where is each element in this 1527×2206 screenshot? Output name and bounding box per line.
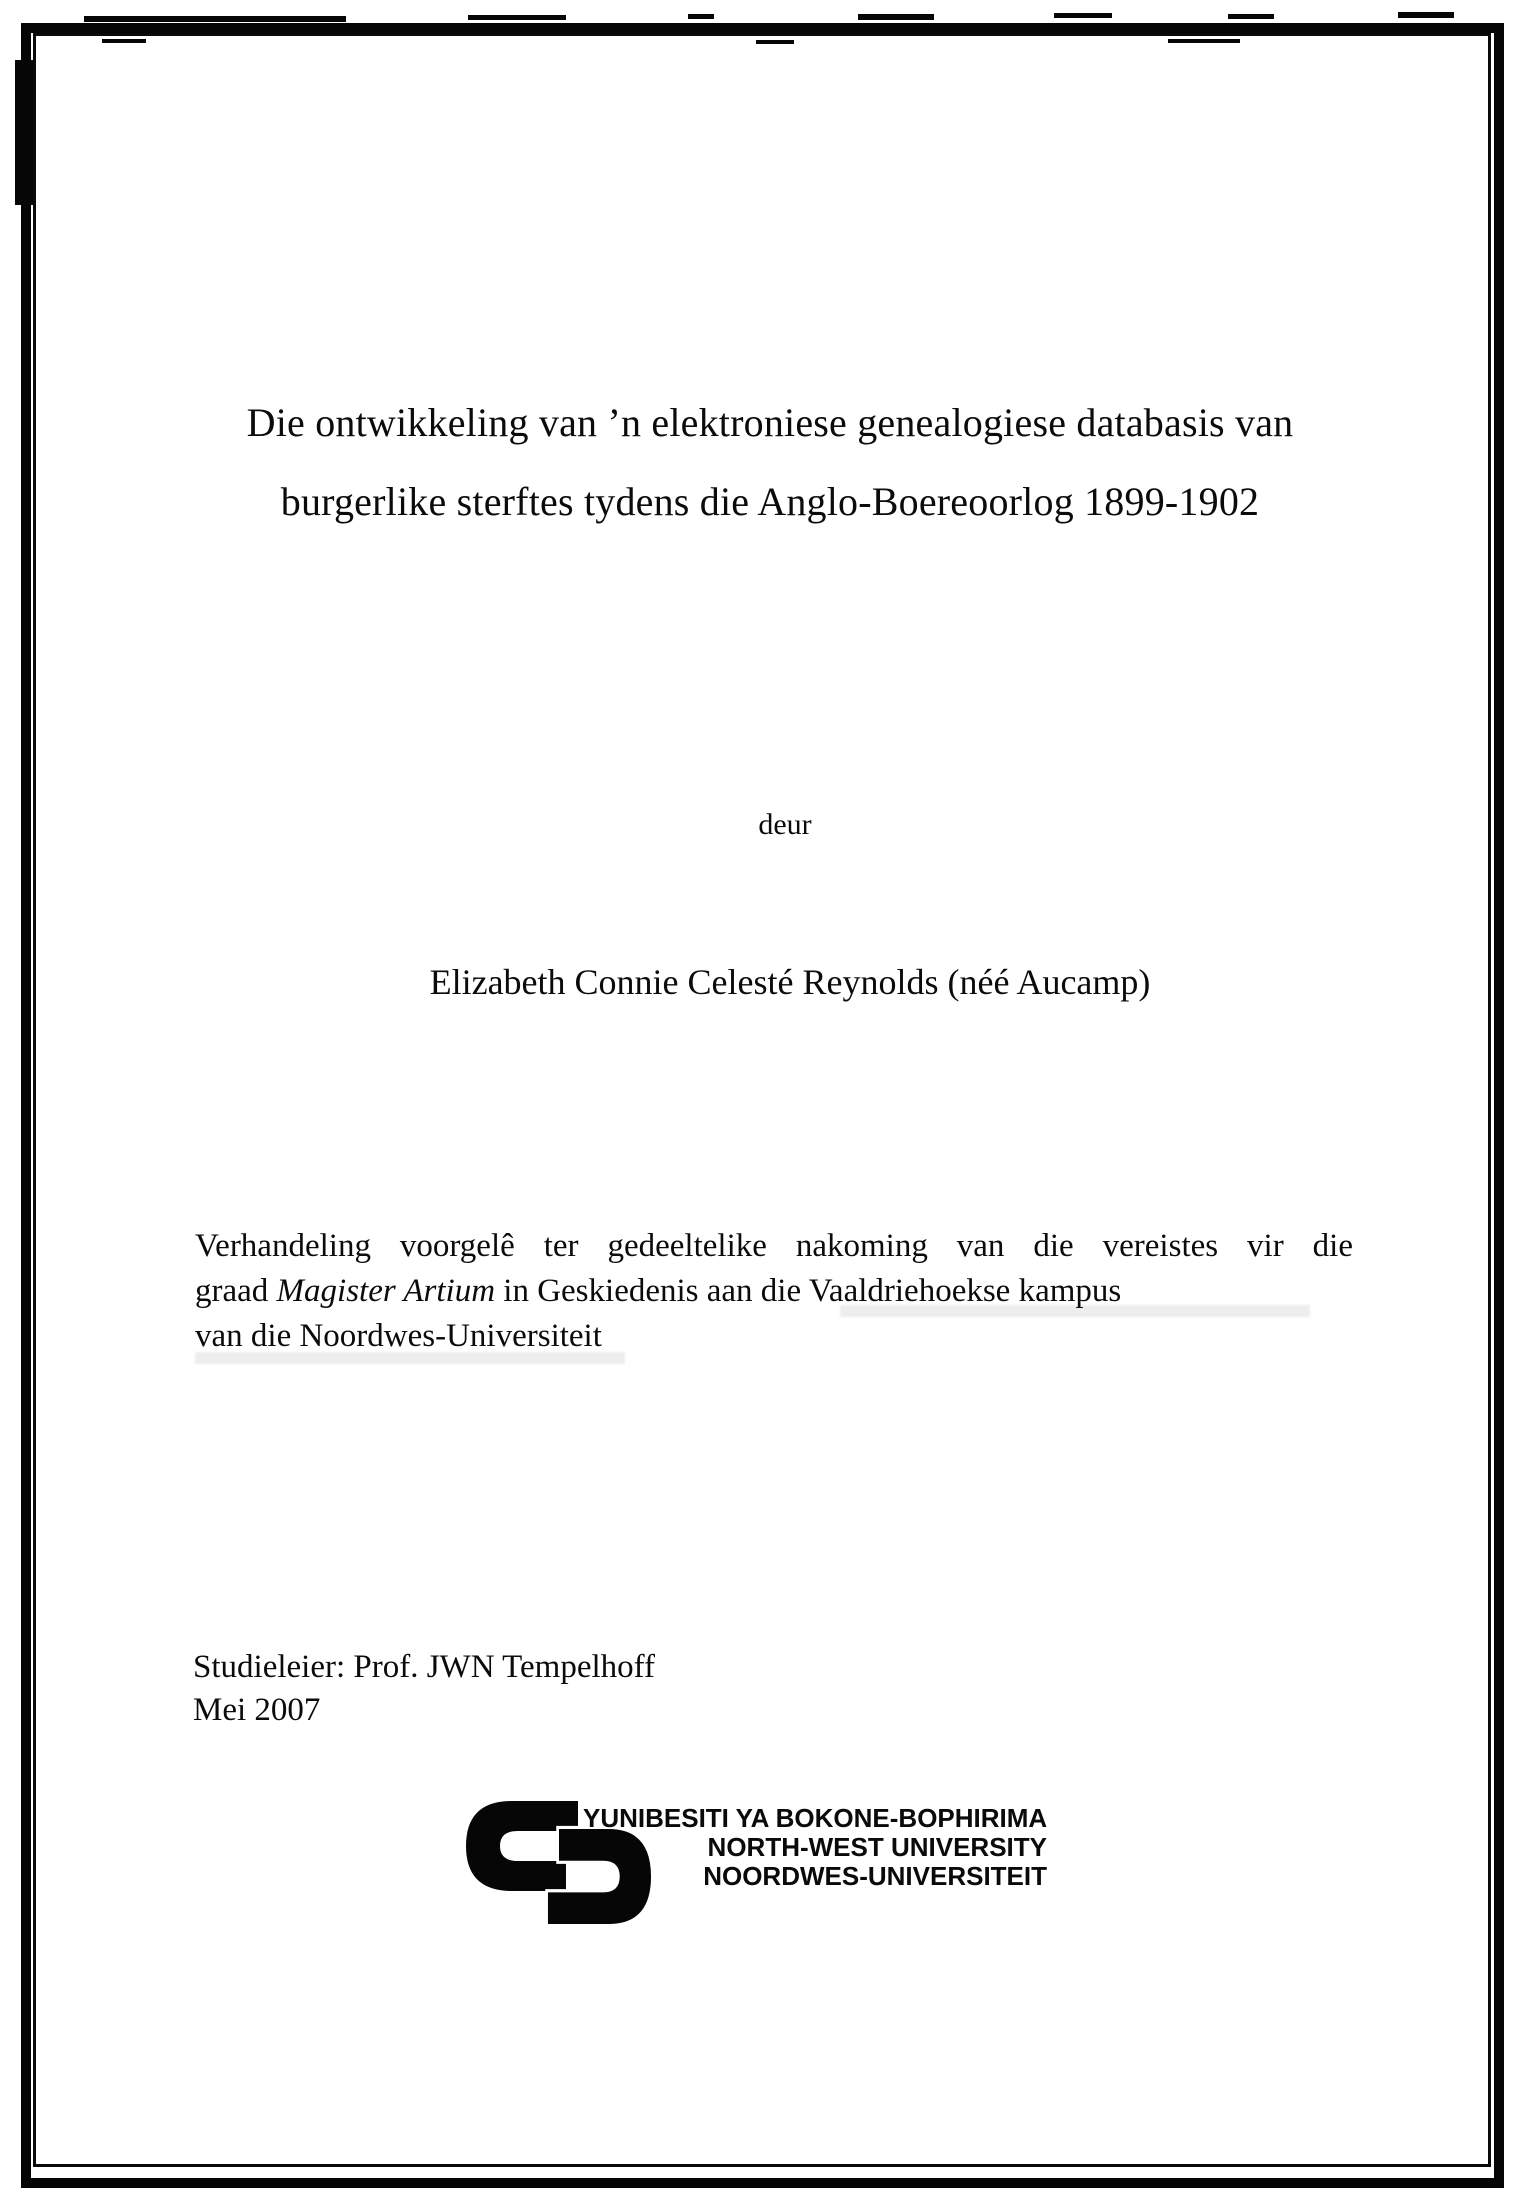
degree-statement-line2-prefix: graad xyxy=(195,1273,277,1309)
nwu-logo-text-afrikaans: NOORDWES-UNIVERSITEIT xyxy=(703,1861,1047,1891)
nwu-logo-text-setswana: YUNIBESITI YA BOKONE-BOPHIRIMA xyxy=(583,1803,1048,1833)
degree-statement-line1: Verhandeling voorgelê ter gedeeltelike nakoming van die vereistes vir die xyxy=(195,1228,1353,1264)
scan-artifact xyxy=(84,16,346,22)
degree-statement-line2-suffix: in Geskiedenis aan die Vaaldriehoekse kampus xyxy=(495,1273,1122,1309)
nwu-logo-text xyxy=(583,1804,1047,1891)
author-name: Elizabeth Connie Celesté Reynolds (néé Aucamp) xyxy=(429,962,1151,1002)
byline: deur xyxy=(758,808,812,841)
supervisor-line: Studieleier: Prof. JWN Tempelhoff xyxy=(193,1649,656,1685)
degree-name-italic: Magister Artium xyxy=(276,1273,496,1309)
scan-artifact xyxy=(1228,14,1274,19)
nwu-logo-text-english: NORTH-WEST UNIVERSITY xyxy=(707,1832,1047,1862)
date-line: Mei 2007 xyxy=(193,1692,321,1728)
thesis-title xyxy=(190,383,1350,541)
scan-artifact xyxy=(1398,12,1454,18)
scan-artifact xyxy=(468,15,566,20)
degree-statement-line2 xyxy=(195,1269,1353,1314)
scan-artifact xyxy=(858,14,934,20)
degree-statement-line3: van die Noordwes-Universiteit xyxy=(195,1318,602,1354)
scan-artifact xyxy=(15,60,33,205)
scan-artifact xyxy=(756,40,794,44)
thesis-title-line2: burgerlike sterftes tydens die Anglo-Boereoorlog 1899-1902 xyxy=(280,479,1260,524)
thesis-title-line1: Die ontwikkeling van ’n elektroniese genealogiese databasis van xyxy=(246,400,1294,445)
scan-artifact xyxy=(1168,39,1240,43)
degree-statement xyxy=(195,1224,1353,1359)
scan-artifact xyxy=(102,39,146,43)
scan-artifact xyxy=(1054,13,1112,18)
scan-artifact xyxy=(688,14,714,19)
supervisor-block xyxy=(193,1646,1093,1732)
